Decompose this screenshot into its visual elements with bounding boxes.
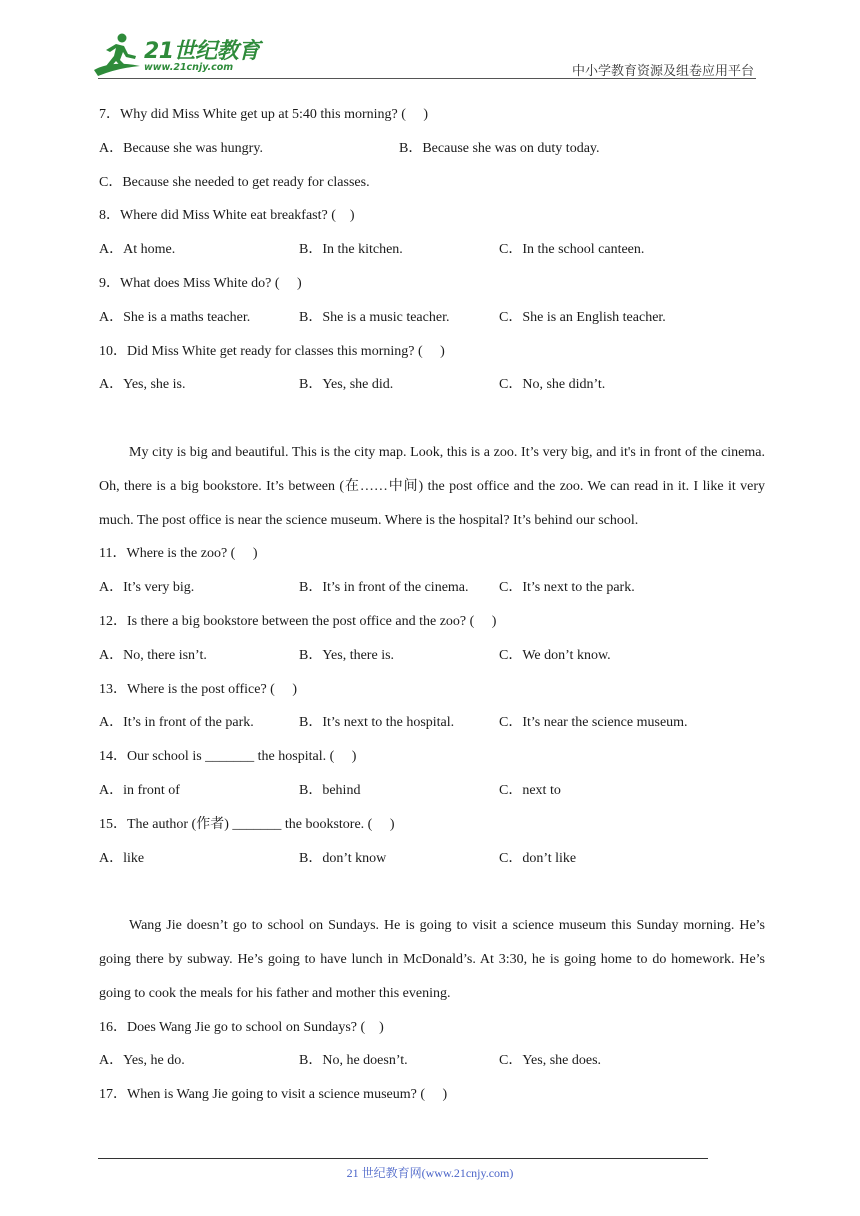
options-row (99, 1044, 765, 1078)
option-b: B．Because she was on duty today. (399, 140, 600, 156)
options-row (99, 132, 765, 166)
options-row (99, 571, 765, 605)
footer-divider (98, 1158, 708, 1159)
options-row (99, 368, 765, 402)
option-c: C．It’s near the science museum. (499, 715, 688, 731)
option-b: B．In the kitchen. (299, 242, 403, 258)
options-row (99, 639, 765, 673)
spacer (99, 402, 765, 436)
reading-passage: My city is big and beautiful. This is the city map. Look, this is a zoo. It’s very big, and it's in front of the cinema. Oh, there is a big bookstore. It’s between (在……中间) the post office and the zoo. We can read in it. I like it very much. The post office is near the science museum. Where is the hospital? It’s behind our school. (99, 444, 765, 528)
question-text: 14．Our school is _______ the hospital. ( ) (99, 749, 357, 765)
option-a: A．Because she was hungry. (99, 140, 263, 156)
options-row (99, 233, 765, 267)
options-row (99, 842, 765, 876)
question-text: 10．Did Miss White get ready for classes this morning? ( ) (99, 343, 445, 359)
reading-passage: Wang Jie doesn’t go to school on Sundays. He is going to visit a science museum this Sunday morning. He’s going there by subway. He’s going to have lunch in McDonald’s. At 3:30, he is going home to do homework. He’s going to cook the meals for his father and mother this evening. (99, 918, 765, 1001)
runner-icon (92, 32, 144, 78)
option-c: C．In the school canteen. (499, 242, 645, 258)
option-a: A．At home. (99, 242, 176, 258)
question-text: 11．Where is the zoo? ( ) (99, 546, 258, 562)
option-a: A．Yes, she is. (99, 377, 186, 393)
option-c: C．Because she needed to get ready for classes. (99, 174, 370, 190)
option-c: C．She is an English teacher. (499, 309, 666, 325)
question-text: 13．Where is the post office? ( ) (99, 681, 298, 697)
option-a: A．It’s in front of the park. (99, 715, 254, 731)
option-b: B．It’s next to the hospital. (299, 715, 455, 731)
option-b: B．Yes, there is. (299, 647, 395, 663)
header-divider (98, 78, 756, 79)
option-c: C．next to (499, 782, 561, 798)
question-text: 9．What does Miss White do? ( ) (99, 275, 302, 291)
spacer (99, 875, 765, 909)
option-b: B．don’t know (299, 850, 387, 866)
options-row (99, 166, 765, 200)
option-c: C．Yes, she does. (499, 1053, 602, 1069)
options-row (99, 301, 765, 335)
question-text: 15．The author (作者) _______ the bookstore. ( ) (99, 816, 395, 832)
worksheet-content (99, 98, 765, 1112)
option-a: A．It’s very big. (99, 580, 195, 596)
question-text: 12．Is there a big bookstore between the post office and the zoo? ( ) (99, 613, 497, 629)
logo-url: www.21cnjy.com (144, 62, 234, 73)
site-logo (92, 32, 262, 80)
options-row (99, 774, 765, 808)
option-b: B．No, he doesn’t. (299, 1053, 408, 1069)
question-text: 8．Where did Miss White eat breakfast? ( ) (99, 208, 355, 224)
option-b: B．behind (299, 782, 361, 798)
logo-text: 21世纪教育 (144, 39, 260, 64)
options-row (99, 706, 765, 740)
option-c: C．No, she didn’t. (499, 377, 606, 393)
option-c: C．don’t like (499, 850, 577, 866)
option-b: B．It’s in front of the cinema. (299, 580, 469, 596)
question-text: 17．When is Wang Jie going to visit a science museum? ( ) (99, 1087, 448, 1103)
option-a: A．like (99, 850, 145, 866)
page-header (0, 0, 860, 82)
question-text: 16．Does Wang Jie go to school on Sundays? ( ) (99, 1019, 384, 1035)
option-a: A．No, there isn’t. (99, 647, 207, 663)
option-a: A．Yes, he do. (99, 1053, 185, 1069)
option-c: C．We don’t know. (499, 647, 611, 663)
option-b: B．Yes, she did. (299, 377, 394, 393)
question-text: 7．Why did Miss White get up at 5:40 this morning? ( ) (99, 107, 429, 122)
option-b: B．She is a music teacher. (299, 309, 450, 325)
page-footer: 21 世纪教育网(www.21cnjy.com) (346, 1166, 514, 1180)
option-c: C．It’s next to the park. (499, 580, 635, 596)
option-a: A．in front of (99, 782, 180, 798)
platform-label: 中小学教育资源及组卷应用平台 (571, 64, 754, 79)
option-a: A．She is a maths teacher. (99, 309, 251, 325)
